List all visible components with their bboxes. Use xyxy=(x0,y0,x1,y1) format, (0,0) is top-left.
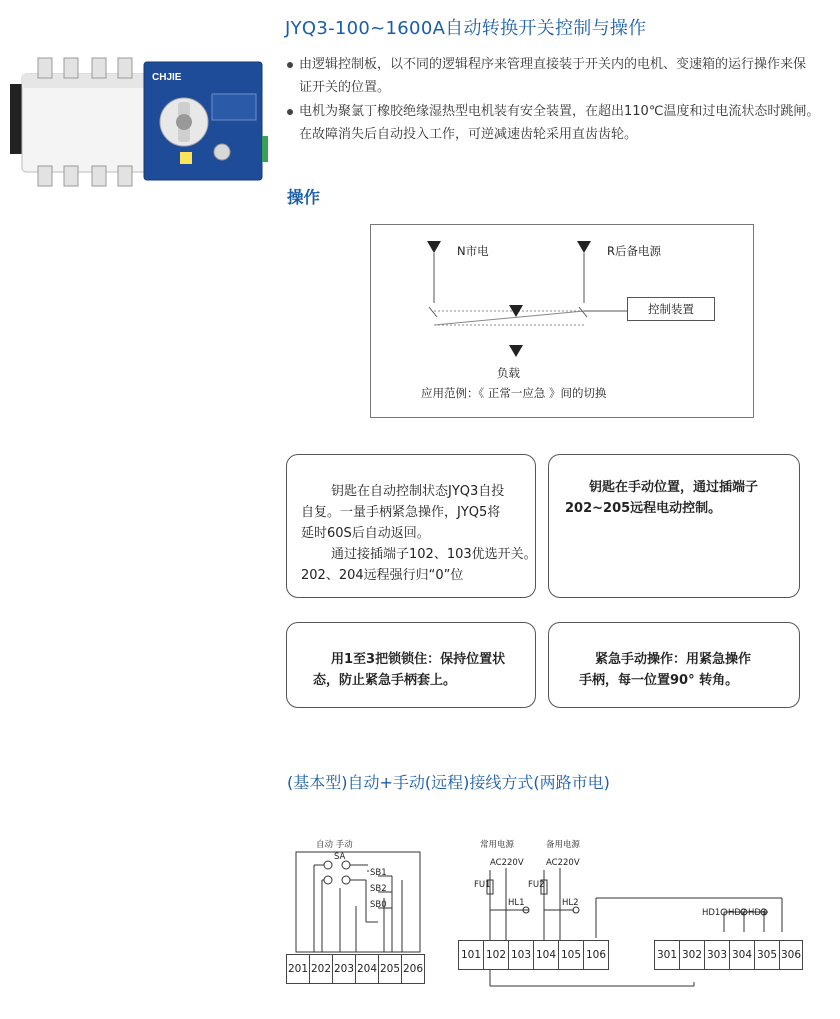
feature-line: 证开关的位置。 xyxy=(299,79,391,95)
feature-line: 在故障消失后自动投入工作，可逆减速齿轮采用直齿齿轮。 xyxy=(299,126,638,142)
hd3-label: HD3 xyxy=(748,908,767,918)
product-image xyxy=(8,44,270,194)
terminal-303: 303 xyxy=(704,940,730,970)
terminal-206: 206 xyxy=(401,954,425,984)
sb0-label: SB0 xyxy=(370,900,387,910)
load-label: 负载 xyxy=(497,366,520,380)
hl1-label: HL1 xyxy=(508,898,525,908)
terminal-103: 103 xyxy=(508,940,534,970)
card-line: 202~205远程电动控制。 xyxy=(565,501,722,516)
terminal-201: 201 xyxy=(286,954,310,984)
info-card-lock xyxy=(286,622,536,708)
terminal-104: 104 xyxy=(533,940,559,970)
ac-label-2: AC220V xyxy=(546,858,580,868)
feature-item xyxy=(285,54,833,99)
sb1-label: SB1 xyxy=(370,868,387,878)
feature-line: 由逻辑控制板，以不同的逻辑程序来管理直接装于开关内的电机、变速箱的运行操作来保 xyxy=(299,57,807,72)
terminal-102: 102 xyxy=(483,940,509,970)
page-title: JYQ3-100~1600A自动转换开关控制与操作 xyxy=(285,18,647,39)
terminal-202: 202 xyxy=(309,954,333,984)
terminal-302: 302 xyxy=(679,940,705,970)
terminal-105: 105 xyxy=(558,940,584,970)
normal-power-label: 常用电源 xyxy=(480,840,515,850)
card-line: 紧急手动操作：用紧急操作 xyxy=(595,652,752,667)
card-line: 自复。一量手柄紧急操作，JYQ5将 xyxy=(301,505,501,520)
terminal-205: 205 xyxy=(378,954,402,984)
brand-logo: CHJIE xyxy=(152,72,182,83)
example-label: 应用范例：《 正常一应急 》间的切换 xyxy=(421,386,607,400)
hl2-label: HL2 xyxy=(562,898,579,908)
terminal-306: 306 xyxy=(779,940,803,970)
card-line: 钥匙在手动位置，通过插端子 xyxy=(589,480,759,495)
card-line: 手柄，每一位置90° 转角。 xyxy=(579,673,739,688)
terminal-203: 203 xyxy=(332,954,356,984)
r-supply-label: R后备电源 xyxy=(607,244,661,258)
section-title-wiring: (基本型)自动+手动(远程)接线方式(两路市电) xyxy=(287,773,610,792)
terminal-301: 301 xyxy=(654,940,680,970)
feature-line: 电机为聚氯丁橡胶绝缘湿热型电机装有安全装置，在超出110℃温度和过电流状态时跳闸。 xyxy=(299,104,820,119)
section-title-operation: 操作 xyxy=(287,188,320,207)
wiring-diagram xyxy=(284,828,804,998)
card-line: 钥匙在自动控制状态JYQ3自投 xyxy=(331,484,505,499)
info-card-emergency xyxy=(548,622,800,708)
control-device-box: 控制装置 xyxy=(627,297,715,321)
ac-label-1: AC220V xyxy=(490,858,524,868)
sb2-label: SB2 xyxy=(370,884,387,894)
auto-manual-label: 自动 手动 xyxy=(316,840,353,850)
terminal-204: 204 xyxy=(355,954,379,984)
card-line: 延时60S后自动返回。 xyxy=(301,526,430,541)
hd1-label: HD1 xyxy=(702,908,721,918)
terminal-101: 101 xyxy=(458,940,484,970)
terminal-305: 305 xyxy=(754,940,780,970)
terminal-304: 304 xyxy=(729,940,755,970)
hd2-label: HD2 xyxy=(728,908,747,918)
card-line: 态，防止紧急手柄套上。 xyxy=(313,673,457,688)
card-line: 用1至3把锁锁住：保持位置状 xyxy=(331,652,506,667)
backup-power-label: 备用电源 xyxy=(546,840,581,850)
fu1-label: FU1 xyxy=(474,880,491,890)
card-line: 202、204远程强行归“0”位 xyxy=(301,568,464,583)
feature-item xyxy=(285,101,833,146)
terminal-106: 106 xyxy=(583,940,609,970)
sa-label: SA xyxy=(334,852,346,862)
card-line: 通过接插端子102、103优选开关。 xyxy=(331,547,537,562)
feature-list xyxy=(285,54,833,148)
n-supply-label: N市电 xyxy=(457,244,489,258)
fu2-label: FU2 xyxy=(528,880,545,890)
info-card-auto xyxy=(286,454,536,598)
operation-diagram xyxy=(370,224,754,418)
info-card-manual xyxy=(548,454,800,598)
